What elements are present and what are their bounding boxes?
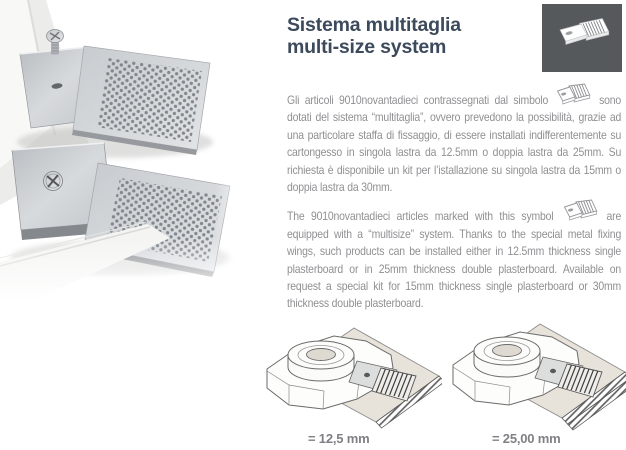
- multisize-symbol-box: [542, 4, 622, 72]
- paragraph-italian-before: Gli articoli 9010novantadieci contrassegnati dal simbolo: [287, 93, 549, 107]
- single-plasterboard-drawing: [260, 322, 442, 432]
- figure-single-plasterboard: [260, 322, 442, 437]
- page-title: [287, 14, 461, 58]
- product-photo: [0, 0, 258, 312]
- figure-double-plasterboard: [446, 318, 626, 439]
- double-plasterboard-drawing: [446, 318, 626, 434]
- single-thickness-label: = 12,5 mm: [308, 431, 370, 446]
- double-thickness-label: = 25,00 mm: [492, 431, 561, 446]
- multisize-symbol-inline-icon: [556, 83, 591, 109]
- paragraph-english-before: The 9010novantadieci articles marked with this symbol: [287, 209, 554, 224]
- multisize-symbol-inline-icon: [563, 199, 598, 225]
- paragraph-english-after: are equipped with a “multisize” system. Thanks to the special metal fixing wings, such products can be installed either in 12.5mm thickness single plasterboard or in 25mm thickness double plasterboard. Available on request a special kit for 15mm thickness single plasterboard or 30mm thickness double plasterboard.: [287, 209, 622, 311]
- paragraph-english: [287, 208, 621, 312]
- paragraph-italian: [287, 92, 621, 196]
- body-text: [287, 92, 621, 313]
- multisize-plates-icon: [550, 12, 614, 64]
- paragraph-italian-after: sono dotati del sistema “multitaglia”, ovvero prevedono la possibilità, grazie ad una particolare staffa di fissaggio, di essere installati indifferentemente su cartongesso in singola lastra da 12.5mm o doppia lastra da 25mm. Su richiesta è disponibile un kit per l’istallazione su singola lastra da 15mm o doppia lastra da 30mm.: [287, 93, 622, 195]
- fixing-brackets-photo: [0, 0, 258, 312]
- page-title-italian: Sistema multitaglia: [287, 14, 461, 36]
- page-title-english: multi-size system: [287, 36, 447, 58]
